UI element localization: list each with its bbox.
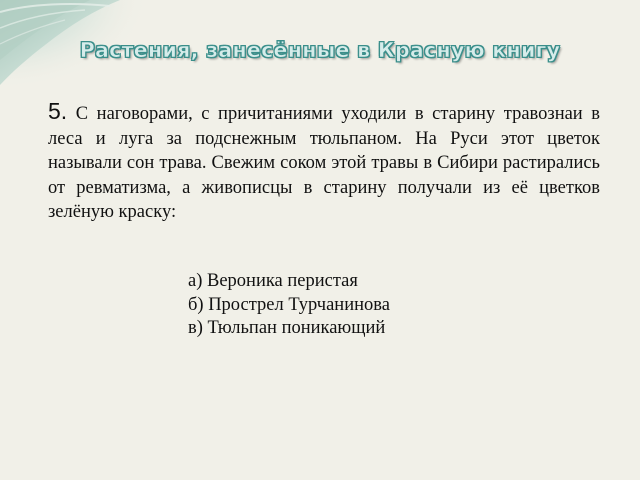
answer-option-a[interactable]: а) Вероника перистая — [188, 271, 358, 291]
answer-option-b[interactable]: б) Прострел Турчанинова — [188, 294, 390, 315]
question-number: 5. — [48, 98, 68, 124]
answer-list — [188, 270, 568, 341]
question-text: С наговорами, с причитаниями уходили в старину травознаи в леса и луга за подснежным тюльпаном. На Руси этот цветок называли сон трава. Свежим соком этой травы в Сибири растирались от ревматизма, а живописцы в старину получали из её цветков зелёную краску: — [48, 104, 601, 222]
slide-title: Растения, занесённые в Красную книгу — [79, 38, 561, 62]
answer-option-c[interactable]: в) Тюльпан поникающий — [188, 318, 386, 338]
question-text-block — [48, 99, 600, 225]
